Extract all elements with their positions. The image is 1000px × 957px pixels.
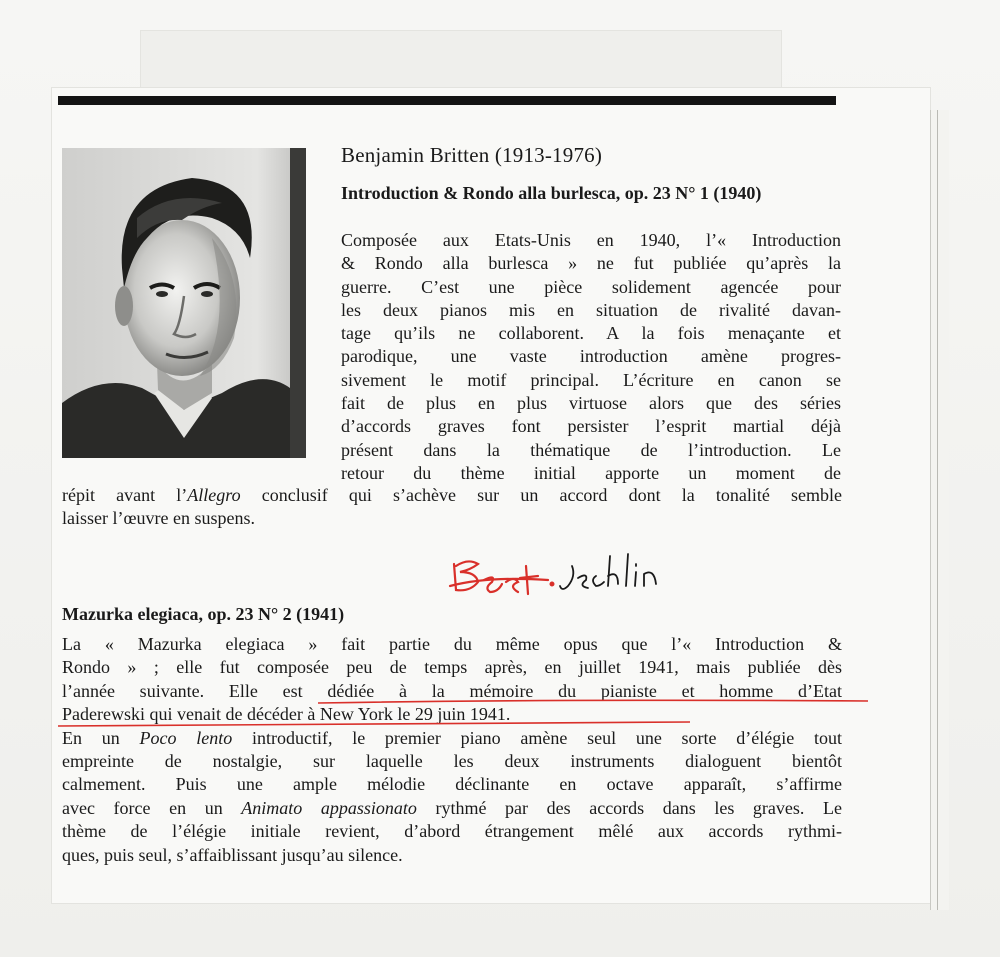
text-line: ques, puis seul, s’affaiblissant jusqu’au silence. <box>62 844 403 865</box>
text-line: tage qu’ils ne collaborent. A la fois menaçante et <box>341 323 841 344</box>
text-run: conclusif qui s’achève sur un accord dont la tonalité semble <box>240 485 842 505</box>
text-line: parodique, une vaste introduction amène progres- <box>341 346 841 367</box>
text-line: empreinte de nostalgie, sur laquelle les deux instruments dialoguent bientôt <box>62 750 842 771</box>
text-line: Rondo » ; elle fut composée peu de temps après, en juillet 1941, mais publiée dès <box>62 657 842 678</box>
text-line <box>62 484 842 507</box>
clipping-edge <box>930 110 949 910</box>
text-line: Composée aux Etats-Unis en 1940, l’« Introduction <box>341 230 841 250</box>
handwritten-annotation <box>448 536 698 616</box>
tempo-marking: Poco lento <box>139 727 233 748</box>
text-line: d’accords graves font persister l’esprit martial déjà <box>341 416 841 437</box>
work2-description <box>62 633 842 867</box>
work1-description <box>341 229 841 485</box>
text-run: introductif, le premier piano amène seul une sorte d’élégie tout <box>232 727 842 748</box>
work-title-introduction-rondo: Introduction & Rondo alla burlesca, op. 23 N° 1 (1940) <box>341 183 762 203</box>
text-line: Paderewski qui venait de décéder à New York le 29 juin 1941. <box>62 704 511 725</box>
text-line: sivement le motif principal. L’écriture en canon se <box>341 369 841 390</box>
tempo-marking: Allegro <box>187 485 241 505</box>
text-line: fait de plus en plus virtuose alors que des séries <box>341 393 841 414</box>
text-run: En un <box>62 727 140 748</box>
text-line: présent dans la thématique de l’introduction. Le <box>341 439 841 460</box>
text-line: La « Mazurka elegiaca » fait partie du même opus que l’« Introduction & <box>62 634 842 654</box>
text-line: retour du thème initial apporte un moment de <box>341 462 841 483</box>
text-line: calmement. Puis une ample mélodie déclinante en octave apparaît, s’affirme <box>62 774 842 795</box>
text-line: l’année suivante. Elle est dédiée à la mémoire du pianiste et homme d’Etat <box>62 680 842 701</box>
text-line: guerre. C’est une pièce solidement agencée pour <box>341 276 841 297</box>
text-line: & Rondo alla burlesca » ne fut publiée qu’après la <box>341 253 841 274</box>
red-handwriting <box>450 561 548 594</box>
text-line: thème de l’élégie initiale revient, d’abord étrangement mêlé aux accords rythmi- <box>62 821 842 842</box>
work-title-mazurka-elegiaca: Mazurka elegiaca, op. 23 N° 2 (1941) <box>62 604 345 624</box>
text-line: laisser l’œuvre en suspens. <box>62 508 255 529</box>
text-run: avec force en un <box>62 797 242 818</box>
text-line: les deux pianos mis en situation de rivalité davan- <box>341 299 841 320</box>
composer-portrait <box>62 148 306 458</box>
text-run: répit avant l’ <box>62 485 188 505</box>
tempo-marking: Animato appassionato <box>241 797 417 818</box>
composer-name: Benjamin Britten (1913-1976) <box>341 143 603 167</box>
text-line <box>62 727 842 750</box>
black-handwriting <box>550 554 656 589</box>
top-rule <box>58 96 836 105</box>
text-run: rythmé par des accords dans les graves. Le <box>416 797 842 818</box>
text-line <box>62 797 842 820</box>
work1-description-continued <box>62 484 842 531</box>
adhesive-tape <box>140 30 782 94</box>
